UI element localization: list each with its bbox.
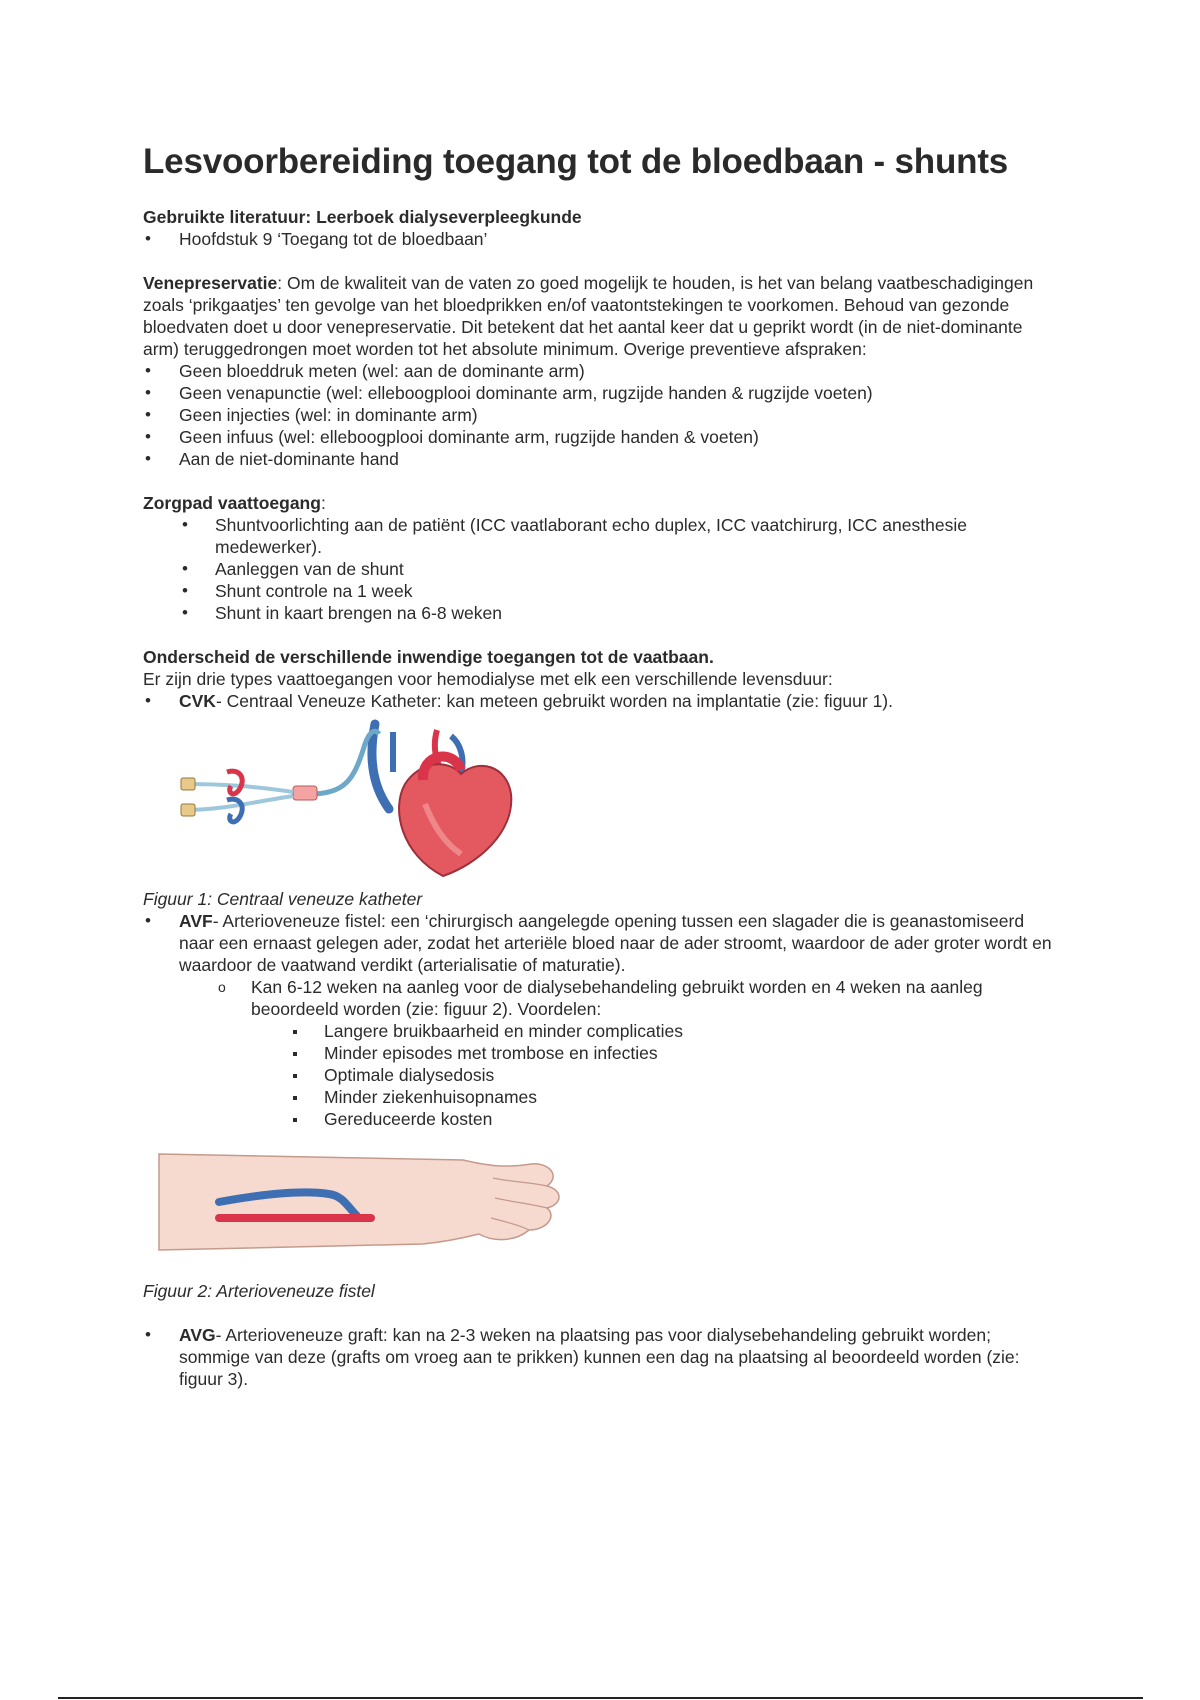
- onderscheid-section: [143, 646, 1063, 1390]
- preventive-list: [143, 360, 1063, 470]
- list-item: • Shunt in kaart brengen na 6-8 weken: [143, 602, 1063, 624]
- zorgpad-term: Zorgpad vaattoegang: [143, 493, 321, 513]
- advantage-item: Langere bruikbaarheid en minder complicaties: [143, 1020, 1063, 1042]
- literature-section: [143, 206, 1063, 250]
- avf-sub-item: o Kan 6-12 weken na aanleg voor de dialysebehandeling gebruikt worden en 4 weken na aanleg beoordeeld worden (zie: figuur 2). Voordelen:: [143, 976, 1063, 1020]
- avg-term: AVG: [179, 1325, 216, 1345]
- access-list-cvk: [143, 690, 1063, 712]
- literature-heading: Gebruikte literatuur: Leerboek dialyseverpleegkunde: [143, 207, 582, 227]
- advantage-item: Optimale dialysedosis: [143, 1064, 1063, 1086]
- document-page: [143, 140, 1063, 1390]
- list-item: • Geen injecties (wel: in dominante arm): [143, 404, 1063, 426]
- vena-cava-vessel: [372, 724, 389, 809]
- list-item: • Aanleggen van de shunt: [143, 558, 1063, 580]
- figure-2-fistula-illustration: [143, 1138, 643, 1268]
- cvk-item: [143, 690, 1063, 712]
- venepreservatie-section: [143, 272, 1063, 470]
- onderscheid-heading: Onderscheid de verschillende inwendige toegangen tot de vaatbaan.: [143, 647, 714, 667]
- heart-shape: [399, 764, 511, 876]
- zorgpad-colon: :: [320, 493, 326, 513]
- venepreservatie-text: : Om de kwaliteit van de vaten zo goed mogelijk te houden, is het van belang vaatbeschadigingen zoals ‘prikgaatjes’ ten gevolge van het bloedprikken en/of vaatontstekingen te voorkomen. Behoud van gezonde bloedvaten doet u door venepreservatie. Dit betekent dat het aantal keer dat u geprikt wordt (in de niet-dominante arm) teruggedrongen moet worden tot het absolute minimum. Overige preventieve afspraken:: [143, 273, 1034, 359]
- avg-item: [143, 1324, 1063, 1390]
- connector-blue: [181, 804, 195, 816]
- avf-text: - Arterioveneuze fistel: een ‘chirurgisch aangelegde opening tussen een slagader die is geanastomiseerd naar een ernaast gelegen ader, zodat het arteriële bloed naar de ader stroomt, waardoor de ader groter wordt en waardoor de vaatwand verdikt (arterialisatie of maturatie).: [179, 911, 1052, 975]
- list-item: • Shuntvoorlichting aan de patiënt (ICC vaatlaborant echo duplex, ICC vaatchirurg, ICC anesthesie medewerker).: [143, 514, 1063, 558]
- advantage-item: Gereduceerde kosten: [143, 1108, 1063, 1130]
- page-title: Lesvoorbereiding toegang tot de bloedbaan - shunts: [143, 142, 1009, 181]
- catheter-hub: [293, 786, 317, 800]
- list-item: • Geen infuus (wel: elleboogplooi dominante arm, rugzijde handen & voeten): [143, 426, 1063, 448]
- venepreservatie-paragraph: [143, 272, 1063, 360]
- clamp-red: [227, 771, 242, 794]
- venepreservatie-term: Venepreservatie: [143, 273, 278, 293]
- figure-1-catheter-illustration: [143, 714, 643, 884]
- cvk-text: - Centraal Veneuze Katheter: kan meteen gebruikt worden na implantatie (zie: figuur 1).: [215, 691, 894, 711]
- clamp-blue: [227, 799, 242, 822]
- avf-term: AVF: [179, 911, 213, 931]
- figure-2-caption: Figuur 2: Arterioveneuze fistel: [143, 1281, 375, 1301]
- avg-text: - Arterioveneuze graft: kan na 2-3 weken na plaatsing pas voor dialysebehandeling gebruikt worden; sommige van deze (grafts om vroeg aan te prikken) kunnen een dag na plaatsing al beoordeeld worden (zie: figuur 3).: [179, 1325, 1020, 1389]
- onderscheid-intro: Er zijn drie types vaattoegangen voor hemodialyse met elk een verschillende levensduur:: [143, 669, 833, 689]
- zorgpad-heading: [143, 492, 1063, 514]
- list-item: • Geen venapunctie (wel: elleboogplooi dominante arm, rugzijde handen & rugzijde voeten): [143, 382, 1063, 404]
- list-item: • Aan de niet-dominante hand: [143, 448, 1063, 470]
- advantage-item: Minder ziekenhuisopnames: [143, 1086, 1063, 1108]
- figure-1-caption: Figuur 1: Centraal veneuze katheter: [143, 889, 423, 909]
- access-list-avf: [143, 910, 1063, 1130]
- cvk-term: CVK: [179, 691, 216, 711]
- zorgpad-list: [143, 514, 1063, 624]
- list-item: • Hoofdstuk 9 ‘Toegang tot de bloedbaan’: [143, 228, 1063, 250]
- access-list-avg: [143, 1324, 1063, 1390]
- avf-item: [143, 910, 1063, 976]
- connector-red: [181, 778, 195, 790]
- footer-divider: [58, 1697, 1143, 1699]
- literature-list: [143, 228, 1063, 250]
- advantage-item: Minder episodes met trombose en infecties: [143, 1042, 1063, 1064]
- list-item: • Shunt controle na 1 week: [143, 580, 1063, 602]
- zorgpad-section: [143, 492, 1063, 624]
- list-item: • Geen bloeddruk meten (wel: aan de dominante arm): [143, 360, 1063, 382]
